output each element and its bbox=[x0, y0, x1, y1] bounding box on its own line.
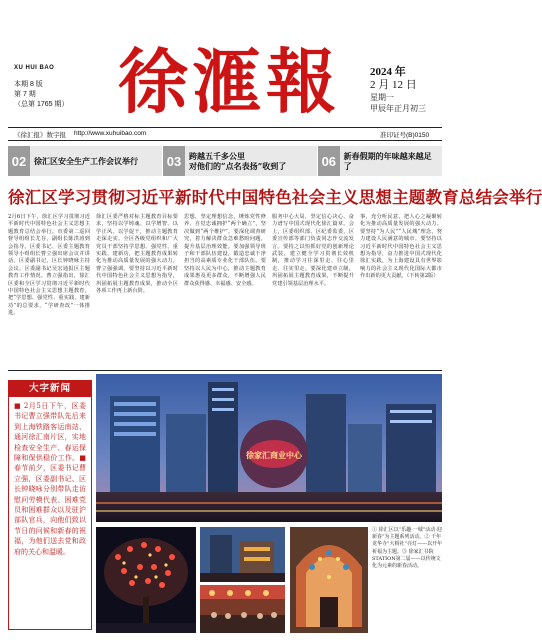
masthead-rule bbox=[8, 127, 442, 128]
big-print-news-text: ■ 2月5日下午，区委书记曹立强带队先后来到上海铁路客运南站、通河徐汇南片区，实地检查安全生产、春运保障和保供稳价工作。■ 春节前夕，区委书记曹立强，区委副书记、区长钟晓咏分别带队走访慰问劳模代表、困难党员和困难群众以及驻沪部队官兵，向他们致以节日的问候和新春的祝福，为他们送去党和政府的关心和温暖。 bbox=[14, 402, 86, 556]
article-column: 思想，坚定理想信念，锤炼党性修养，自觉忠诚拥护“两个确立”，坚决做到“两个维护”。要深化调查研究，着力解决群众急难愁盼问题，提升基层治理效能。要加强领导班子和干部队伍建设，锻造忠诚干净担当的高素质专业化干部队伍。要坚持以人民为中心，推动主题教育成果惠及更多群众，不断增强人民群众获得感、幸福感、安全感。 bbox=[184, 214, 266, 287]
lead-article-body bbox=[8, 214, 442, 364]
photo-decorated-arch[interactable] bbox=[290, 527, 368, 633]
big-print-news-title: 大字新闻 bbox=[9, 381, 91, 397]
photo-captions: ① 徐汇区以“乐趣·一城”活动·迎新春“为主题系列活动。② 千年龙华寺“大相社”亮灯——以开年祈福为主题。③ 徐家汇书院STATION第二届——以传统文化为元素的新春活动。 bbox=[372, 527, 443, 570]
nav-item-06[interactable] bbox=[318, 146, 442, 176]
photo-lantern-tree[interactable] bbox=[96, 527, 196, 633]
subhead-url[interactable]: http://www.xuhuibao.com bbox=[74, 130, 147, 137]
logo-text: 徐滙報 bbox=[118, 40, 340, 123]
issue-total: （总第 1765 期） bbox=[14, 101, 69, 108]
article-column: 服务中心大局，坚定信心决心，奋力谱写中国式现代化徐汇篇章。会上，区委组织部、区纪委监委、区委宣传部等部门负责同志作交流发言。要持之以恒抓好党的创新理论武装，建立健全学习贯彻长效机制，推动学习往深里走、往心里走、往实里走。要深化建章立制，巩固拓展主题教育成果，不断提升党建引领基层治理水平。 bbox=[272, 214, 354, 287]
sphere-sign-text: 徐家汇商业中心 bbox=[246, 450, 302, 460]
issue-number: 第 7 期 bbox=[14, 91, 36, 98]
subhead-rule bbox=[8, 140, 442, 141]
nav-item-03[interactable] bbox=[163, 146, 318, 176]
masthead-pinyin: XU HUI BAO bbox=[14, 65, 55, 71]
nav-item-label: 跨越五千多公里 对他们的“点名表扬”收到了 bbox=[189, 151, 287, 171]
big-print-news-box bbox=[8, 380, 92, 630]
lead-headline[interactable]: 徐汇区学习贯彻习近平新时代中国特色社会主义思想主题教育总结会举行 bbox=[8, 188, 542, 207]
date-weekday: 星期一 bbox=[370, 93, 394, 102]
photo-festival-crowd[interactable] bbox=[200, 585, 285, 633]
subhead-permit: 准印证号(B)0150 bbox=[380, 132, 430, 139]
nav-page-number: 03 bbox=[163, 146, 185, 176]
main-photo-skyline[interactable] bbox=[96, 374, 442, 522]
subhead-digital: 《徐汇报》数字报 bbox=[14, 132, 66, 139]
article-column: 徐汇区委严格对标主题教育目标要求，坚持以学铸魂、以学增智、以学正风、以学促干，推动主题教育走深走实。全区各级党组织和广大党员干部坚持学思想、强党性、重实践、建新功，把主题教育成果转化为推动高质量发展的强大动力。曹立强强调，要坚持以习近平新时代中国特色社会主义思想为指导，巩固拓展主题教育成果，推动全区各项工作再上新台阶。 bbox=[96, 214, 178, 295]
nav-item-02[interactable] bbox=[8, 146, 163, 176]
masthead-logo bbox=[102, 40, 357, 123]
date-lunar: 甲辰年正月初三 bbox=[370, 104, 426, 113]
nav-item-label: 新春假期的年味越来越足了 bbox=[343, 151, 432, 171]
section-rule bbox=[8, 370, 442, 371]
section-nav bbox=[8, 146, 442, 176]
date-year: 2024 年 bbox=[370, 66, 406, 78]
date-monthday: 2 月 12 日 bbox=[370, 79, 417, 91]
nav-item-label: 徐汇区安全生产工作会议举行 bbox=[34, 156, 138, 166]
nav-page-number: 06 bbox=[318, 146, 340, 176]
date-block bbox=[370, 66, 426, 114]
photo-street-building[interactable] bbox=[200, 527, 285, 582]
nav-page-number: 02 bbox=[8, 146, 30, 176]
issue-pages: 本期 8 版 bbox=[14, 81, 43, 88]
article-column: 事，充分听民意，把人心之凝聚转化为推动高质量发展的强大动力。要坚持“为人民”“人民城”理念，努力建设人民满意的城市。要坚持以习近平新时代中国特色社会主义思想为指导，奋力推进中国式现代化徐汇实践，为上海建设具有世界影响力的社会主义现代化国际大都市作出新的更大贡献。（下转第2版） bbox=[360, 214, 442, 280]
article-column: 2月6日下午，徐汇区学习贯彻习近平新时代中国特色社会主义思想主题教育总结会举行。市委第二巡回督导组组长尤存，副组长陈洪涛到会指导。区委书记、区委主题教育领导小组组长曹立强出席会议并讲话。区委副书记、区长钟晓咏主持会议。区委副书记吴宏通报区主题教育工作情况。曹立强指出，徐汇区委和全区学习贯彻习近平新时代中国特色社会主义思想主题教育，把“学思想、强党性、重实践、建新功”的总要求，“学研查改”一体推进。 bbox=[8, 214, 90, 317]
issue-info bbox=[14, 80, 68, 110]
